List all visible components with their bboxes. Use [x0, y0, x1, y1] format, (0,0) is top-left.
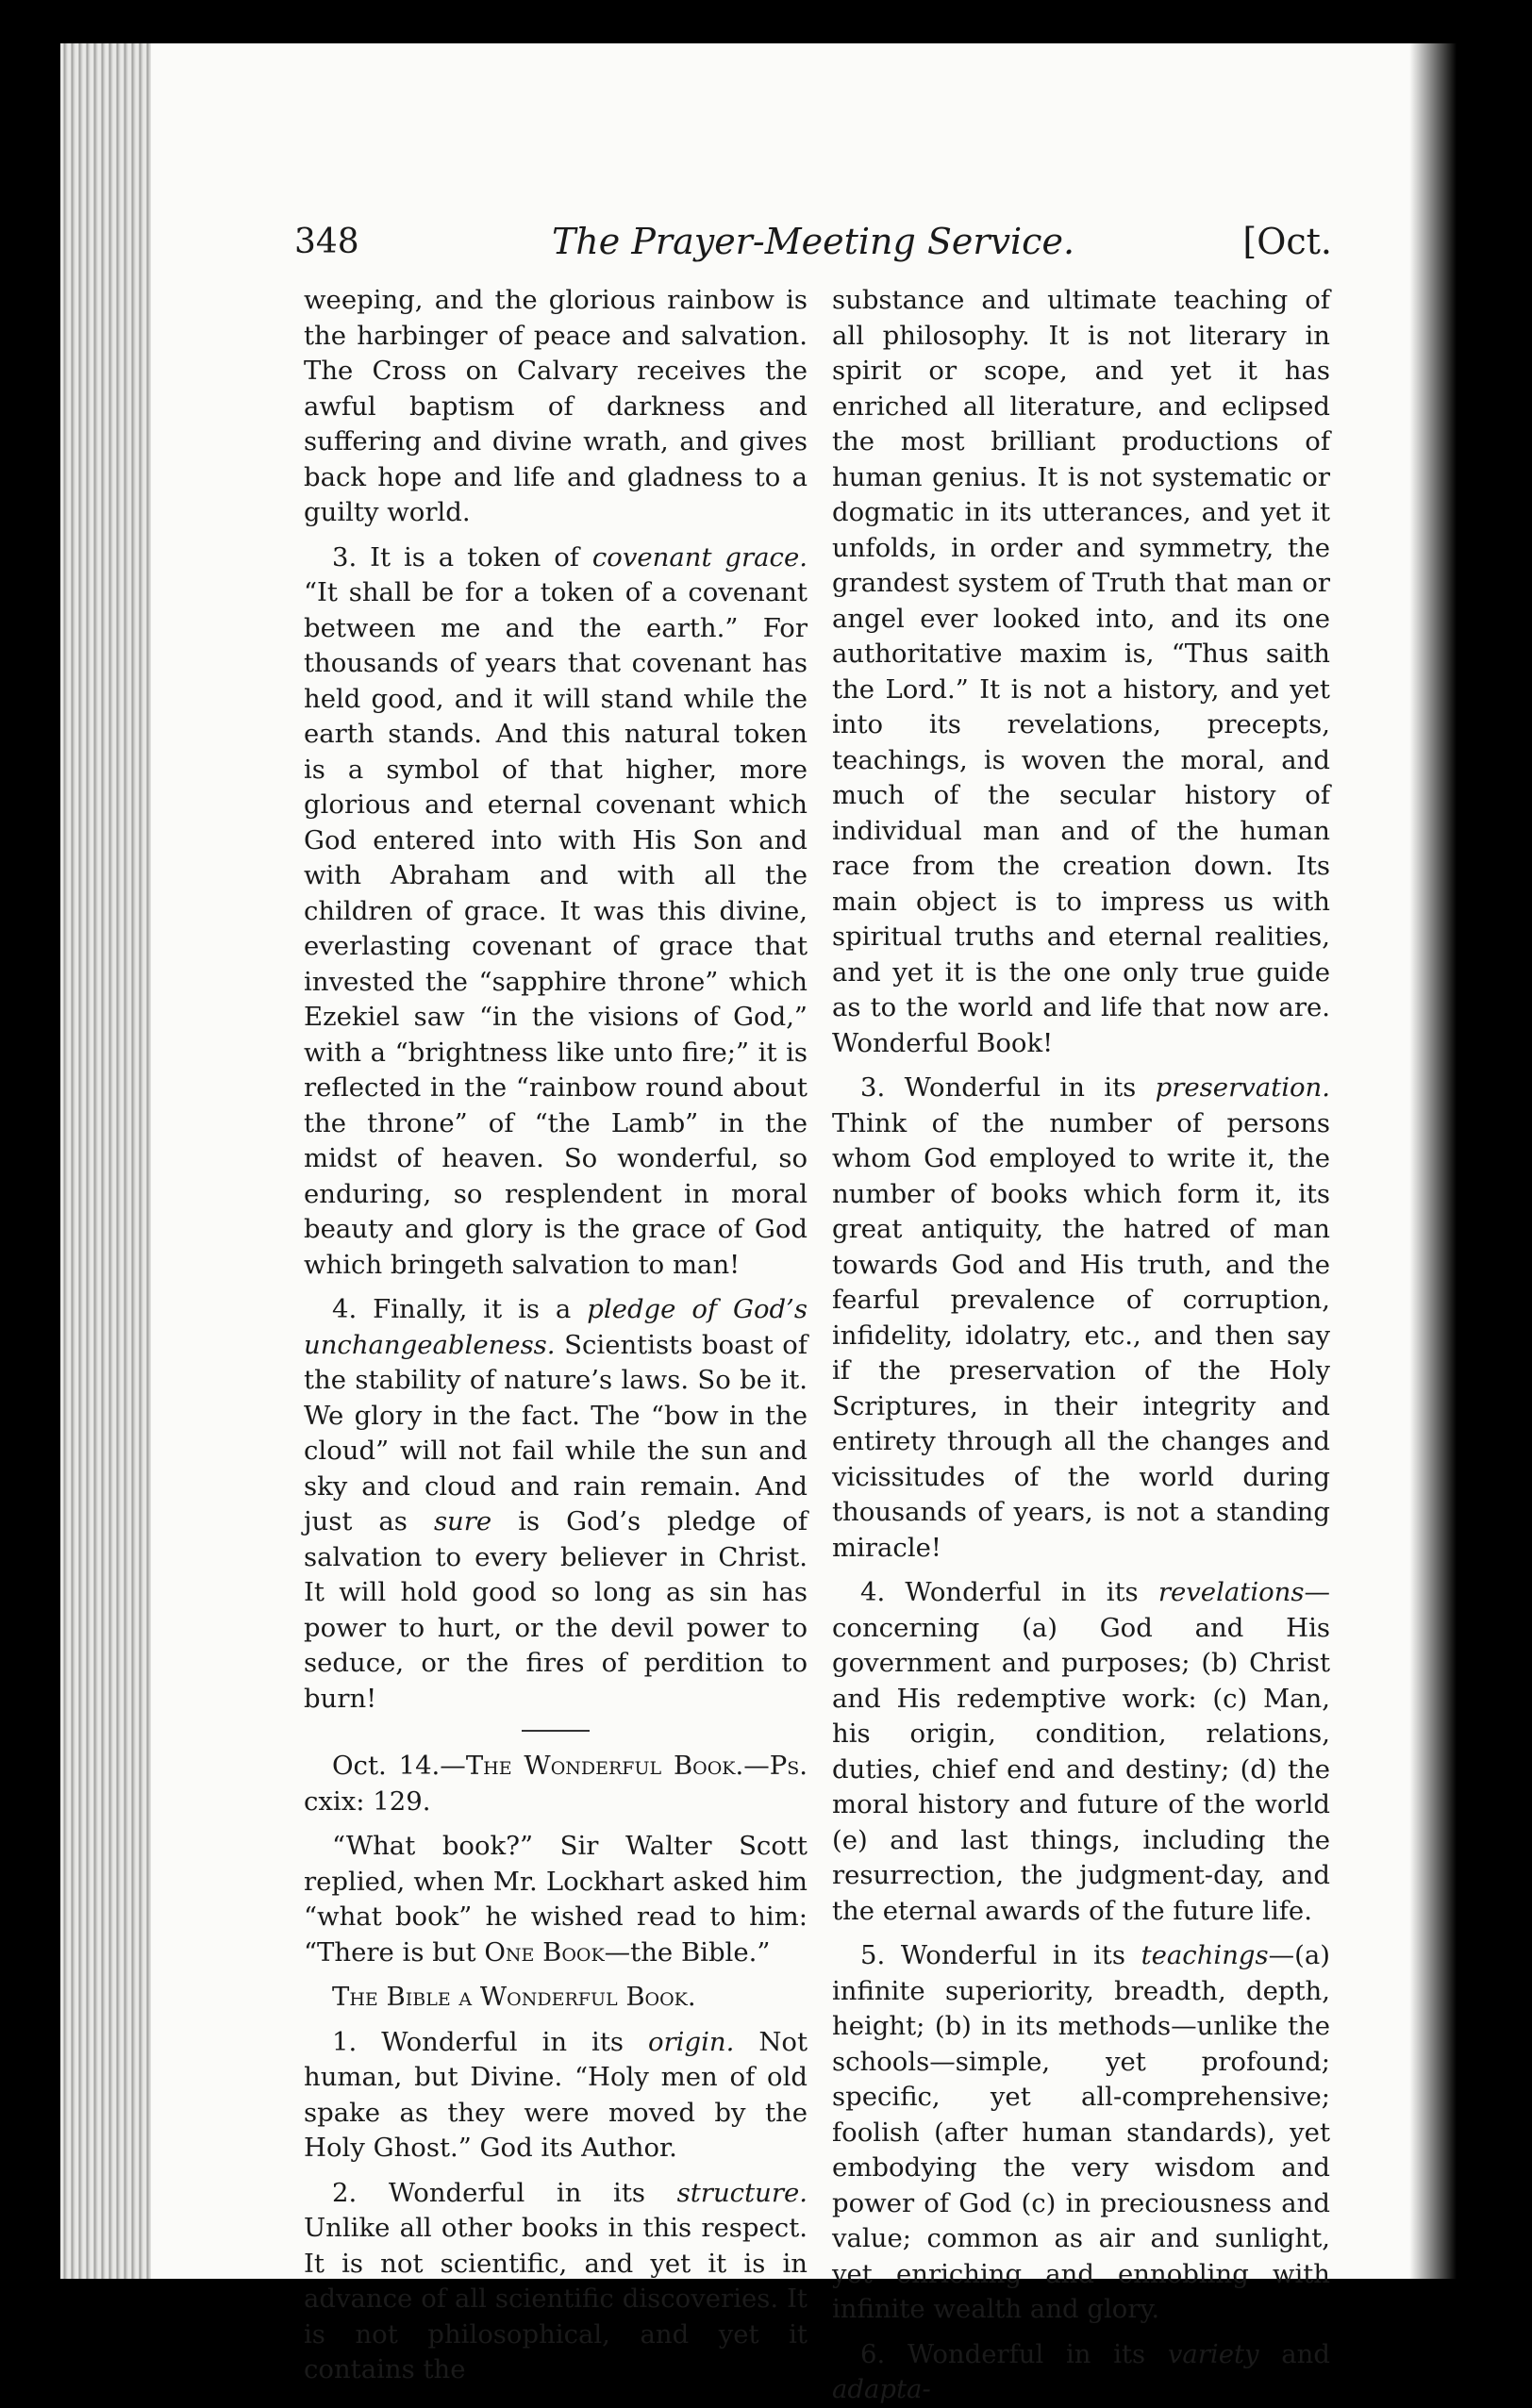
paragraph: 6. Wonderful in its variety and adapta-: [832, 2338, 1330, 2404]
paragraph: 2. Wonderful in its structure. Unlike all other books in this respect. It is not scientific, and yet it is in advance of all scientific discoveries. It is not philosophical, and yet it contains the: [304, 2177, 808, 2384]
running-title: The Prayer-Meeting Service.: [551, 221, 1075, 262]
section-heading: Oct. 14.—The Wonderful Book.—Ps. cxix: 129.: [304, 1751, 808, 1817]
paragraph: weeping, and the glorious rainbow is the harbinger of peace and salvation. The Cross on Calvary receives the awful baptism of darkness and suffering and divine wrath, and gives back hope and life and gladness to a guilty world.: [304, 285, 808, 527]
running-month: [Oct.: [1242, 221, 1332, 262]
gutter-shadow: [1409, 43, 1457, 2279]
paragraph: 1. Wonderful in its origin. Not human, but Divine. “Holy men of old spake as they were moved by the Holy Ghost.” God its Author.: [304, 2026, 808, 2163]
paragraph: 3. Wonderful in its preservation. Think of the number of persons whom God employed to write it, the number of books which form it, its great antiquity, the hatred of man towards God and His truth, and the fearful prevalence of corruption, infidelity, idolatry, etc., and then say if the preservation of the Holy Scriptures, in their integrity and entirety through all the changes and vicissitudes of the world during thousands of years, is not a standing miracle!: [832, 1072, 1330, 1563]
paragraph: 3. It is a token of covenant grace. “It shall be for a token of a covenant between me and the earth.” For thousands of years that covenant has held good, and it will stand while the earth stands. And this natural token is a symbol of that higher, more glorious and eternal covenant which God entered into with His Son and with Abraham and with all the children of grace. It was this divine, everlasting covenant of grace that invested the “sapphire throne” which Ezekiel saw “in the visions of God,” with a “brightness like unto fire;” it is reflected in the “rainbow round about the throne” of “the Lamb” in the midst of heaven. So wonderful, so enduring, so resplendent in moral beauty and glory is the grace of God which bringeth salvation to man!: [304, 541, 808, 1280]
paragraph: “What book?” Sir Walter Scott replied, when Mr. Lockhart asked him “what book” he wished read to him: “There is but One Book—the Bible.”: [304, 1831, 808, 1968]
right-column: [832, 283, 1330, 2408]
paragraph: 5. Wonderful in its teachings—(a) infinite superiority, breadth, depth, height; (b) in its methods—unlike the schools—simple, yet profound; specific, yet all-comprehensive; foolish (after human standards), yet embodying the very wisdom and power of God (c) in preciousness and value; common as air and sunlight, yet enriching and ennobling with infinite wealth and glory.: [832, 1940, 1330, 2324]
running-header: [294, 219, 1332, 272]
page-edges: [60, 43, 151, 2279]
left-column: [304, 283, 808, 2388]
subheading: The Bible a Wonderful Book.: [332, 1982, 696, 2012]
paragraph: substance and ultimate teaching of all philosophy. It is not literary in spirit or scope, and yet it has enriched all literature, and eclipsed the most brilliant productions of human genius. It is not systematic or dogmatic in its utterances, and yet it unfolds, in order and symmetry, the grandest system of Truth that man or angel ever looked into, and its one authoritative maxim is, “Thus saith the Lord.” It is not a history, and yet into its revelations, precepts, teachings, is woven the moral, and much of the secular history of individual man and of the human race from the creation down. Its main object is to impress us with spiritual truths and eternal realities, and yet it is the one only true guide as to the world and life that now are. Wonderful Book!: [832, 285, 1330, 1058]
paragraph: 4. Finally, it is a pledge of God’s unchangeableness. Scientists boast of the stability of nature’s laws. So be it. We glory in the fact. The “bow in the cloud” will not fail while the sun and sky and cloud and rain remain. And just as sure is God’s pledge of salvation to every believer in Christ. It will hold good so long as sin has power to hurt, or the devil power to seduce, or the fires of perdition to burn!: [304, 1294, 808, 1714]
page-number: 348: [294, 223, 359, 261]
section-divider: [522, 1730, 590, 1732]
paragraph: 4. Wonderful in its revelations—concerning (a) God and His government and purposes; (b) Christ and His redemptive work: (c) Man, his origin, condition, relations, duties, chief end and destiny; (d) the moral history and future of the world (e) and last things, including the resurrection, the judgment-day, and the eternal awards of the future life.: [832, 1577, 1330, 1926]
